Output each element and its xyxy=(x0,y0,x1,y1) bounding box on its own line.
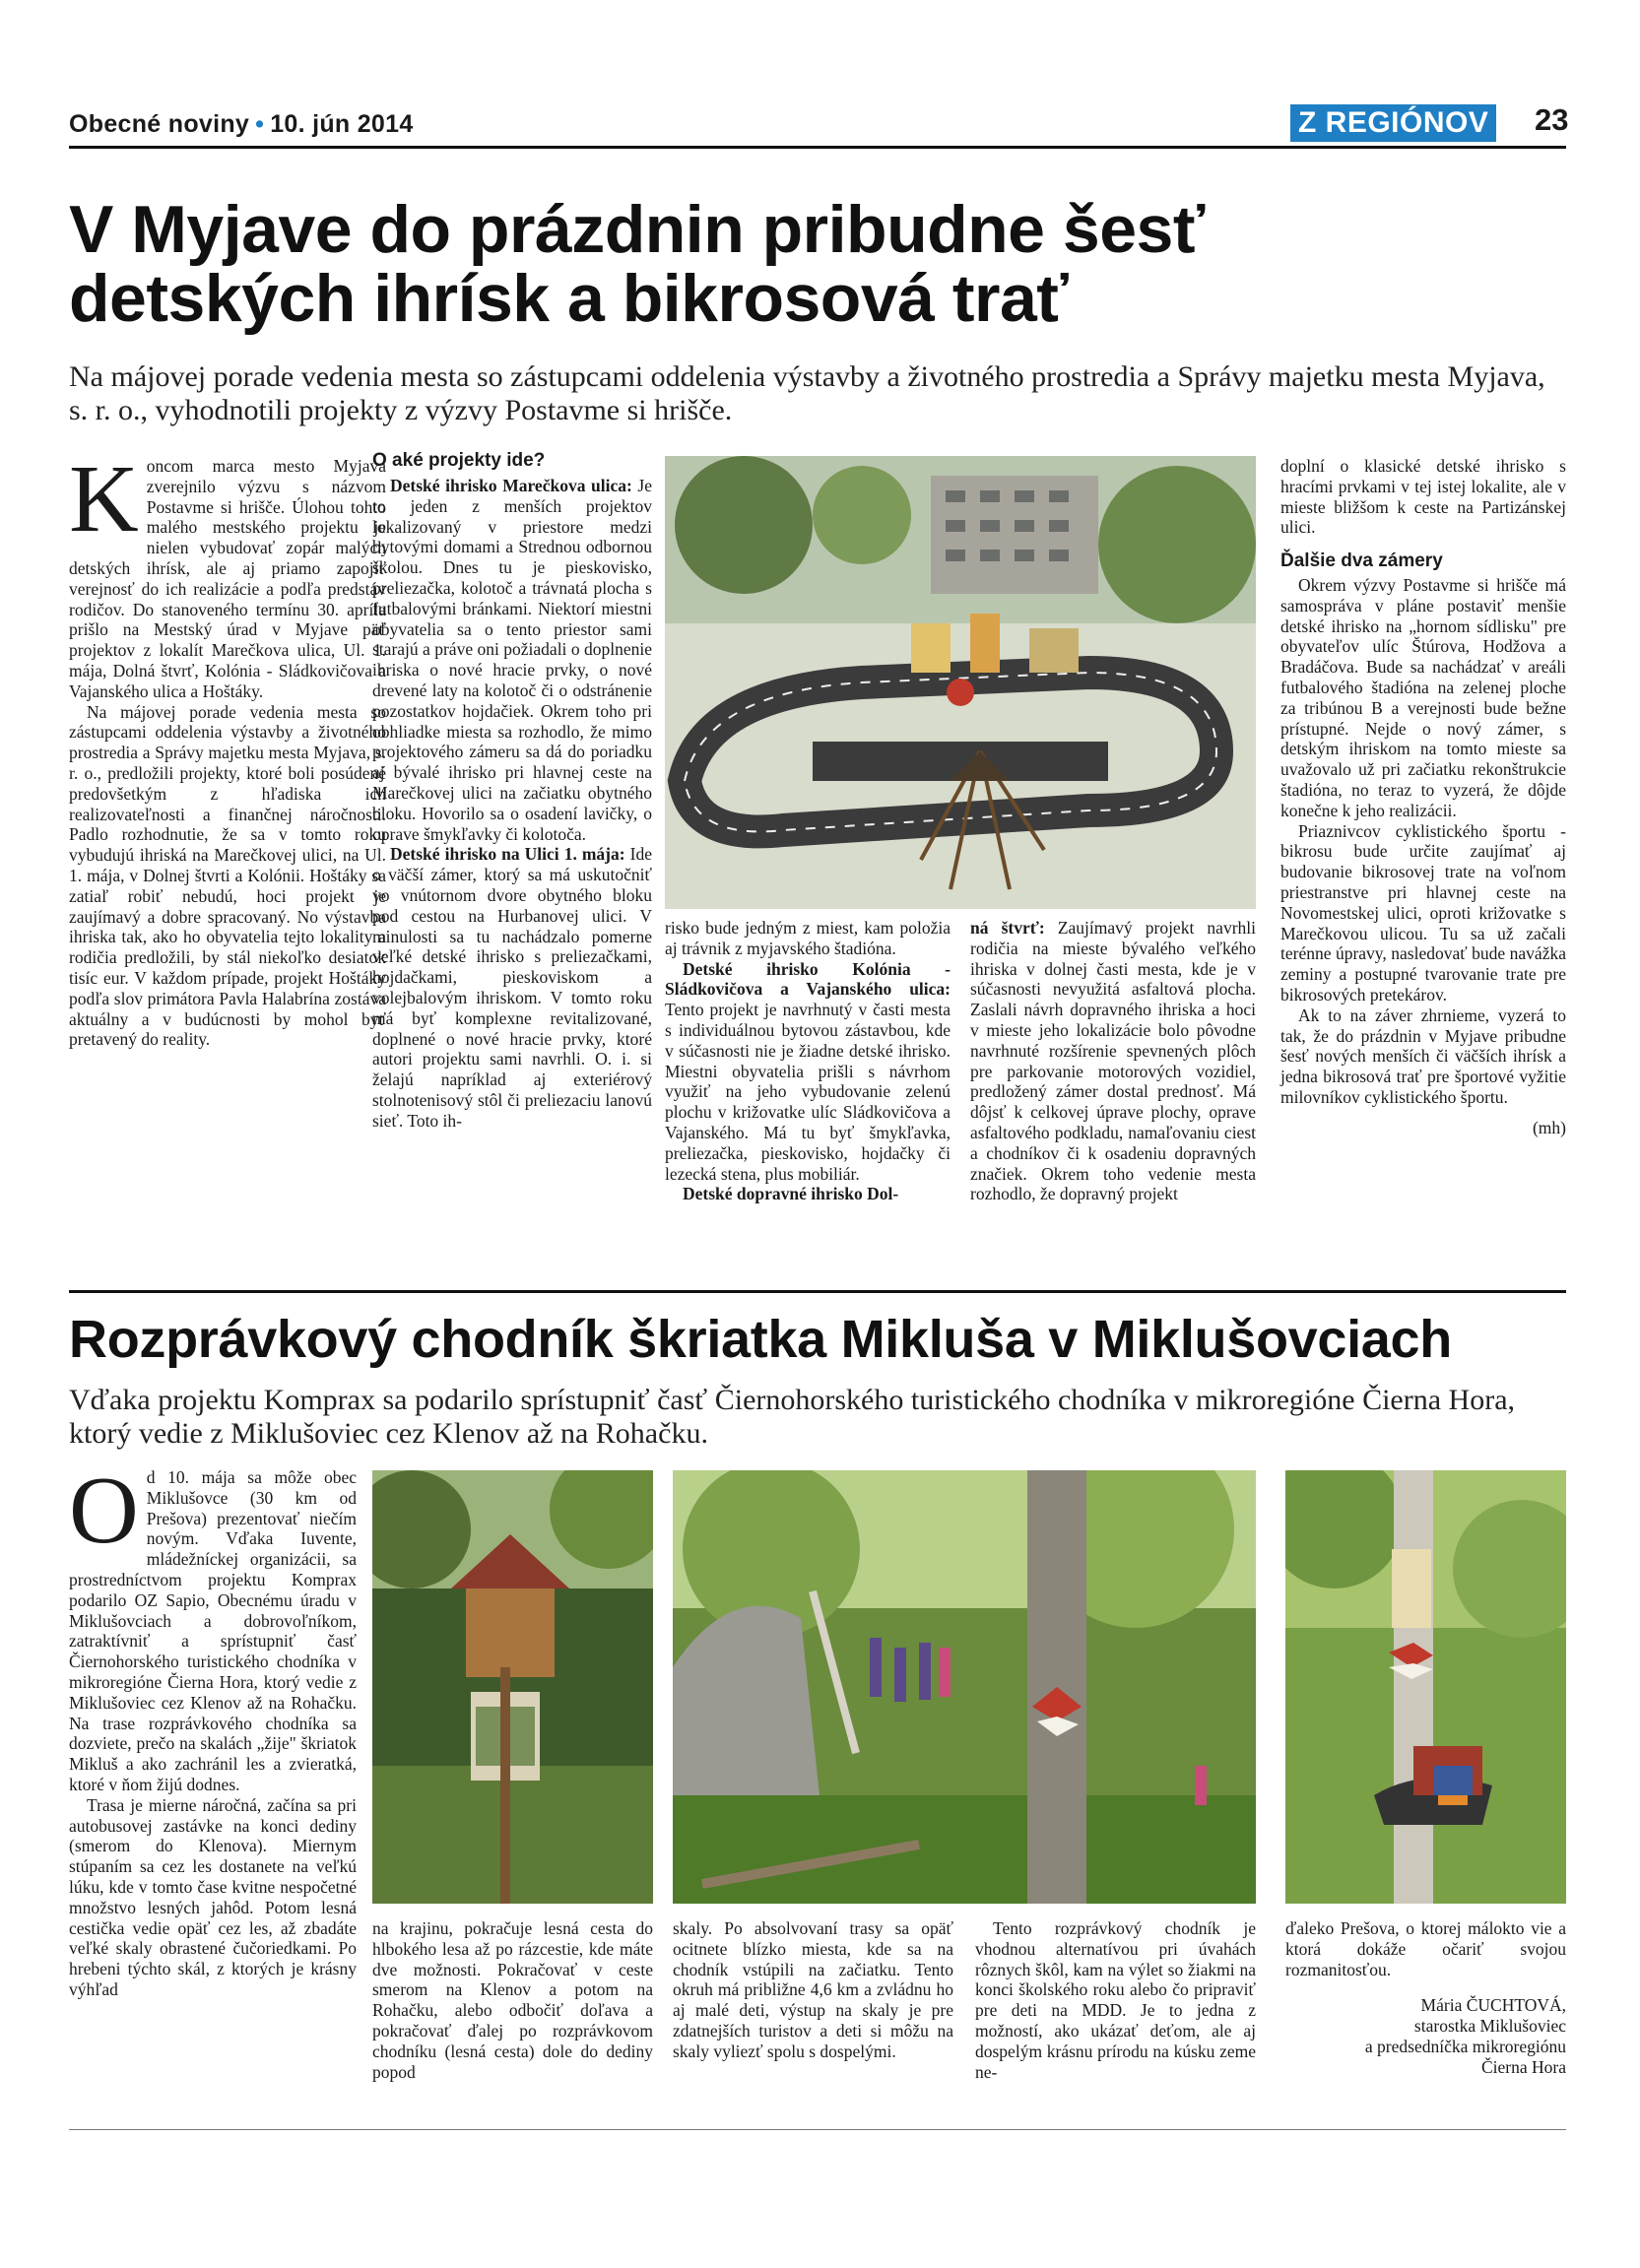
article1-column-2-top xyxy=(372,451,652,475)
dropcap: K xyxy=(69,446,139,552)
article1-lead: Na májovej porade vedenia mesta so zástupcami oddelenia výstavby a životného prostredia a Správy majetku mesta Myjava, s. r. o., vyhodnotili projekty z výzvy Postavme si hrišče. xyxy=(69,360,1545,426)
fairy-tale-station-photo xyxy=(1285,1470,1566,1904)
paragraph: Ak to na záver zhrnieme, vyzerá to tak, že do prázdnin v Myjave pribudne šesť nových menších či väčších ihrísk a jedna bikrosová trať pre športové vyžitie milovníkov cyklistického športu. xyxy=(1280,1004,1566,1107)
article1-headline xyxy=(69,192,1566,336)
article1-column-5 xyxy=(1280,456,1566,1138)
bold-lead: Detské dopravné ihrisko Dol- xyxy=(683,1184,899,1204)
subheading: Ďalšie dva zámery xyxy=(1280,551,1443,572)
author-initials: (mh) xyxy=(1532,1117,1566,1137)
paragraph: Je to jeden z menších projektov lokalizovaný v priestore medzi bytovými domami a Strednou odbornou školou. Dnes tu je pieskovisko, preliezačka, kolotoč a trávnatá plocha s futbalovými bránkami. Niektorí miestni obyvatelia sa o tento priestor sami starajú a práve oni požiadali o doplnenie ihriska o nové hracie prvky, o nové drevené laty na kolotoč či o odstránenie pozostatkov hojdačiek. Okrem toho pri obhliadke miesta sa rozhodlo, že mimo projektového zámeru sa dá do poriadku aj bývalé ihrisko pri hlavnej ceste na Marečkovej ulici na začiatku obytného bloku. Hovorilo sa o osadení lavičky, o oprave šmykľavky či kolotoča. xyxy=(372,476,652,844)
author-role: a predsedníčka mikroregiónu xyxy=(1364,2037,1566,2057)
paragraph: risko bude jedným z miest, kam položia aj trávnik z myjavského štadióna. xyxy=(665,918,951,958)
author-role: Čierna Hora xyxy=(1480,2057,1566,2078)
paragraph: d 10. mája sa môže obec Miklušovce (30 km od Prešova) prezentovať niečím novým. Vďaka Iuvente, mládežníckej organizácii, sa prostredníctvom projektu Komprax podarilo OZ Sapio, Obecnému úradu v Miklušovciach a dobrovoľníkom, zatraktívniť a sprístupniť časť Čiernohorského turistického chodníka v mikroregióne Čierna Hora, ktorý vedie z Miklušoviec cez Klenov až na Rohačku. Na trase rozprávkového chodníka sa dozviete, prečo na skalách „žije" škriatok Mikluš a ako zachránil les a zvieratká, ktoré v ňom žijú dodnes. xyxy=(69,1467,357,1794)
signpost-photo xyxy=(372,1470,653,1904)
bold-lead: Detské ihrisko Marečkova ulica: xyxy=(390,476,632,495)
page-number: 23 xyxy=(1535,102,1569,137)
paragraph: Tento rozprávkový chodník je vhodnou alternatívou pri úvahách rôznych škôl, kam na výlet so žiakmi na konci školského roku alebo čo pripraviť pre deti na MDD. Je to jedna z možností, ako ukázať deťom, ale aj dospelým krásnu prírodu na kúsku zeme ne- xyxy=(975,1918,1256,2082)
bottom-rule xyxy=(69,2129,1566,2130)
author-role: starostka Miklušoviec xyxy=(1413,2016,1566,2037)
article-separator xyxy=(69,1290,1566,1293)
bold-lead: ná štvrť: xyxy=(970,918,1045,938)
paragraph: doplní o klasické detské ihrisko s hracími prvkami v tej istej lokalite, ale v mieste bližšom k ceste na Partizánskej ulici. xyxy=(1280,456,1566,538)
author-name: Mária ČUCHTOVÁ, xyxy=(1420,1995,1566,2016)
article2-column-1 xyxy=(69,1458,357,2000)
playground-model-photo xyxy=(665,456,1256,909)
hikers-forest-photo xyxy=(673,1470,1256,1904)
section-label: Z REGIÓNOV xyxy=(1290,104,1496,142)
masthead xyxy=(69,110,414,139)
paragraph: skaly. Po absolvovaní trasy sa opäť ocitnete blízko miesta, kde sa na chodník vstúpili na začiatku. Tento okruh má približne 4,6 km a zvládnu ho aj malé deti, výstup na skaly je pre zdatnejších turistov a deti si môžu na skaly vyliezť spolu s dospelými. xyxy=(673,1918,953,2061)
article2-column-3 xyxy=(673,1918,953,2062)
paper-name: Obecné noviny xyxy=(69,110,250,138)
issue-date: 10. jún 2014 xyxy=(270,110,414,138)
article1-column-1 xyxy=(69,446,386,1050)
dropcap: O xyxy=(69,1458,139,1564)
paragraph: Priaznivcov cyklistického športu - bikrosu bude určite zaujímať aj budovanie bikrosovej trate na voľnom priestranstve pri hlavnej ceste na Novomestskej ulici, oproti križovatke s Marečkovou ulicou. Tu sa už začali terénne úpravy, nasledovať bude navážka zeminy a postupné tvarovanie trate pre bikrosových pretekárov. xyxy=(1280,820,1566,1004)
article2-lead: Vďaka projektu Komprax sa podarilo sprístupniť časť Čiernohorského turistického chodníka v mikroregióne Čierna Hora, ktorý vedie z Miklušoviec cez Klenov až na Rohačku. xyxy=(69,1384,1516,1450)
bold-lead: Detské ihrisko Kolónia - Sládkovičova a Vajanského ulica: xyxy=(665,958,951,1000)
paragraph: Okrem výzvy Postavme si hrišče má samospráva v pláne postaviť menšie detské ihrisko na „hornom sídlisku" pre obyvateľov ulíc Štúrova, Hodžova a Bradáčova. Bude sa nachádzať v areáli futbalového štadióna na zelenej ploche za tribúnou B a verejnosti bude bežne prístupné. Nejde o nový zámer, s detským ihriskom na tomto mieste sa uvažovalo už pri začiatku rekonštrukcie štadióna, no teraz to vyzerá, že dôjde konečne k jeho realizácii. xyxy=(1280,574,1566,820)
article1-column-4 xyxy=(970,918,1256,1204)
headline-line2: detských ihrísk a bikrosová trať xyxy=(69,261,1069,336)
paragraph: Tento projekt je navrhnutý v časti mesta s individuálnou bytovou zástavbou, kde v súčasnosti nie je žiadne detské ihrisko. Miestni obyvatelia prišli s návrhom využiť na jeho vybudovanie zelenú plochu v križovatke ulíc Sládkovičova a Vajanského. Má tu byť šmykľavka, preliezačka, pieskovisko, hojdačky či lezecká stena, plus mobiliár. xyxy=(665,1000,951,1184)
article2-column-2 xyxy=(372,1918,653,2082)
author-signature xyxy=(1285,1995,1566,2078)
paragraph: Ide o väčší zámer, ktorý sa má uskutočniť vo vnútornom dvore obytného bloku pod cestou na Hurbanovej ulici. V minulosti sa tu nachádzalo pomerne veľké detské ihrisko s preliezačkami, hojdačkami, pieskoviskom a volejbalovým ihriskom. V tomto roku má byť komplexne revitalizované, doplnené o nové hracie prvky, ktoré autori projektu sami navrhli. O. i. si želajú napríklad aj exteriérový stolnotenisový stôl či preliezaciu lanovú sieť. Toto ih- xyxy=(372,844,652,1131)
subheading: O aké projekty ide? xyxy=(372,450,546,471)
paragraph: Zaujímavý projekt navrhli rodičia na mieste bývalého veľkého ihriska v dolnej časti mesta, kde je v súčasnosti nevyužitá asfaltová plocha. Zaslali návrh dopravného ihriska a hoci v mieste jeho lokalizácie bolo pôvodne navrhnuté rozšírenie spevnených plôch pre parkovanie motorových vozidiel, predložený zámer dostal prednosť. Má dôjsť k celkovej úprave plochy, oprave asfaltového podkladu, namaľovaniu ciest a chodníkov či k osadeniu dopravných značiek. Okrem toho vedenie mesta rozhodlo, že dopravný projekt xyxy=(970,918,1256,1204)
bold-lead: Detské ihrisko na Ulici 1. mája: xyxy=(390,844,625,865)
article1-column-3 xyxy=(665,918,951,1204)
article2-column-4 xyxy=(975,1918,1256,2082)
paragraph: ďaleko Prešova, o ktorej málokto vie a ktorá dokáže očariť svojou rozmanitosťou. xyxy=(1285,1918,1566,1979)
paragraph: Na májovej porade vedenia mesta so zástupcami oddelenia výstavby a životného prostredia a Správy majetku mesta Myjava, s. r. o., predložili projekty, ktoré boli posúdené predovšetkým z hľadiska ich realizovateľnosti a finančnej náročnosti. Padlo rozhodnutie, že sa v tomto roku vybudujú ihriská na Marečkovej ulici, na Ul. 1. mája, v Dolnej štvrti a Kolónii. Hoštáky sa zatiaľ robiť nebudú, hoci projekt je zaujímavý a dobre spracovaný. No výstavba ihriska tak, ako ho obyvatelia tejto lokality a rodičia predložili, by stál niekoľko desiatok tisíc eur. V každom prípade, projekt Hoštáky podľa slov primátora Pavla Halabrína zostáva aktuálny a v budúcnosti by mohol byť pretavený do reality. xyxy=(69,701,386,1050)
headline-line1: V Myjave do prázdnin pribudne šesť xyxy=(69,192,1205,267)
article2-headline: Rozprávkový chodník škriatka Mikluša v Miklušovciach xyxy=(69,1310,1452,1369)
article1-column-2 xyxy=(372,476,652,1132)
paragraph: Trasa je mierne náročná, začína sa pri autobusovej zastávke na konci dediny (smerom do Klenova). Miernym stúpaním sa cez les dostanete na veľkú lúku, kde v tomto čase kvitne nespočetné množstvo lesných jahôd. Potom lesná cestička vedie opäť cez les, až zbadáte veľké skaly obrastené čučoriedkami. Po hrebeni týchto skál, z ktorých je krásny výhľad xyxy=(69,1794,357,1999)
article2-column-5 xyxy=(1285,1918,1566,2078)
bullet-dot: • xyxy=(255,110,265,138)
paragraph: na krajinu, pokračuje lesná cesta do hlbokého lesa až po rázcestie, kde máte dve možnosti. Pokračovať v ceste smerom na Klenov a potom na Rohačku, alebo odbočiť doľava a pokračovať ďalej po rozprávkovom chodníku (lesná cesta) dole do dediny popod xyxy=(372,1918,653,2082)
paragraph: oncom marca mesto Myjava zverejnilo výzvu s názvom Postavme si hrišče. Úlohou tohto malého mestského projektu je nielen vybudovať zopár malých detských ihrísk, ale aj priamo zapojiť verejnosť do ich realizácie a podľa predstáv rodičov. Do stanoveného termínu 30. apríla prišlo na Mestský úrad v Myjave päť projektov z lokalít Marečkova ulica, Ul. 1. mája, Dolná štvrť, Kolónia - Sládkovičova a Vajanského ulica a Hoštáky. xyxy=(69,456,386,701)
top-rule xyxy=(69,146,1566,149)
